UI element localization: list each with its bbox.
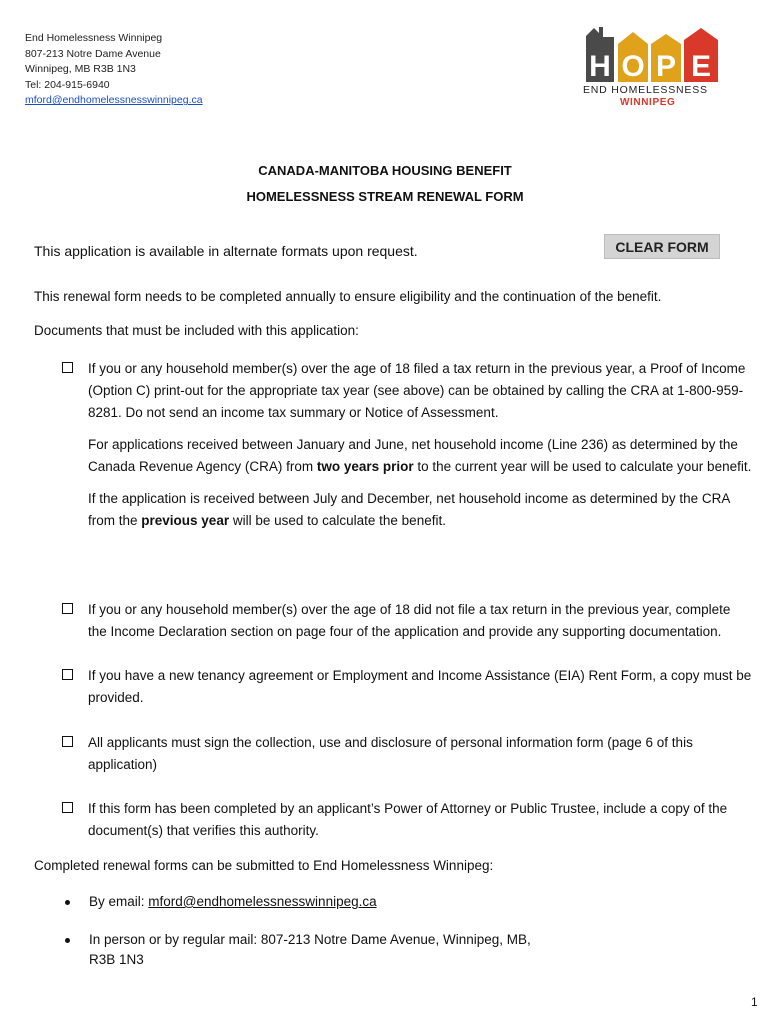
- jul-dec-text-b: will be used to calculate the benefit.: [229, 513, 446, 528]
- bullet-dot: [65, 900, 70, 905]
- requirement-power-of-attorney: [62, 798, 752, 842]
- org-phone: Tel: 204-915-6940: [25, 78, 110, 91]
- jan-june-text-a: For applications received between January and June, net household income (Line 236) as determined by the Canada Revenue Agency (CRA) from: [88, 437, 738, 474]
- requirement-text: If you or any household member(s) over the age of 18 filed a tax return in the previous year, a Proof of Income (Option C) print-out for the appropriate tax year (see above) can be obtained by calling the CRA at 1-800-959-8281. Do not send an income tax summary or Notice of Assessment.: [88, 361, 746, 420]
- email-prefix: By email:: [89, 894, 149, 909]
- renewal-note: This renewal form needs to be completed annually to ensure eligibility and the continuation of the benefit.: [34, 289, 662, 304]
- org-name: End Homelessness Winnipeg: [25, 32, 163, 44]
- jan-june-note: [88, 434, 752, 478]
- logo-city: WINNIPEG: [620, 97, 676, 108]
- jan-june-bold: two years prior: [316, 459, 414, 474]
- checkbox-power-of-attorney[interactable]: [62, 802, 73, 813]
- logo-letter-o: O: [621, 50, 645, 83]
- requirement-text: If you or any household member(s) over the age of 18 did not file a tax return in the previous year, complete the Income Declaration section on page four of the application and provide any supporting documentation.: [88, 602, 731, 639]
- submission-heading: Completed renewal forms can be submitted to End Homelessness Winnipeg:: [34, 858, 494, 873]
- submission-email-link[interactable]: mford@endhomelessnesswinnipeg.ca: [148, 894, 377, 909]
- checkbox-sign-disclosure[interactable]: [62, 736, 73, 747]
- jul-dec-note: [88, 488, 752, 532]
- requirement-tenancy-agreement: [62, 665, 752, 709]
- org-address-line2: Winnipeg, MB R3B 1N3: [25, 63, 136, 76]
- logo-letter-e: E: [690, 50, 712, 83]
- hope-logo-graphic: [580, 22, 730, 84]
- form-title: CANADA-MANITOBA HOUSING BENEFIT: [258, 163, 512, 178]
- logo-letter-h: H: [589, 50, 611, 83]
- requirement-text: If you have a new tenancy agreement or Employment and Income Assistance (EIA) Rent Form, a copy must be provided.: [88, 668, 752, 705]
- org-email-link[interactable]: mford@endhomelessnesswinnipeg.ca: [25, 94, 203, 107]
- page-number: 1: [751, 995, 758, 1009]
- requirement-sign-disclosure: [62, 732, 752, 776]
- checkbox-tax-return-filed[interactable]: [62, 362, 73, 373]
- form-subtitle: HOMELESSNESS STREAM RENEWAL FORM: [246, 189, 524, 204]
- list-item-mail: [65, 930, 665, 970]
- mail-line2: R3B 1N3: [89, 952, 144, 967]
- email-option: [89, 892, 665, 912]
- hope-logo: [580, 22, 730, 114]
- logo-letter-p: P: [655, 50, 677, 83]
- list-item-email: [65, 892, 665, 912]
- requirement-tax-return-filed: [62, 358, 752, 532]
- checkbox-tenancy-agreement[interactable]: [62, 669, 73, 680]
- jul-dec-text-a: If the application is received between July and December, net household income as determined by the CRA from the: [88, 491, 730, 528]
- mail-option: [89, 930, 665, 970]
- organization-contact: [25, 31, 203, 109]
- requirement-no-tax-return: [62, 599, 752, 643]
- requirement-text: All applicants must sign the collection, use and disclosure of personal information form (page 6 of this application): [88, 735, 693, 772]
- clear-form-button[interactable]: CLEAR FORM: [604, 234, 720, 259]
- org-address-line1: 807-213 Notre Dame Avenue: [25, 47, 161, 60]
- requirement-text: If this form has been completed by an applicant’s Power of Attorney or Public Trustee, include a copy of the document(s) that verifies this authority.: [88, 801, 728, 838]
- alternate-formats-note: This application is available in alternate formats upon request.: [34, 243, 418, 259]
- jan-june-text-b: to the current year will be used to calculate your benefit.: [413, 459, 752, 474]
- checkbox-no-tax-return[interactable]: [62, 603, 73, 614]
- logo-tagline: END HOMELESSNESS: [583, 84, 708, 96]
- jul-dec-bold: previous year: [141, 513, 230, 528]
- mail-line1: In person or by regular mail: 807-213 Notre Dame Avenue, Winnipeg, MB,: [89, 932, 531, 947]
- documents-heading: Documents that must be included with this application:: [34, 323, 359, 338]
- bullet-dot: [65, 938, 70, 943]
